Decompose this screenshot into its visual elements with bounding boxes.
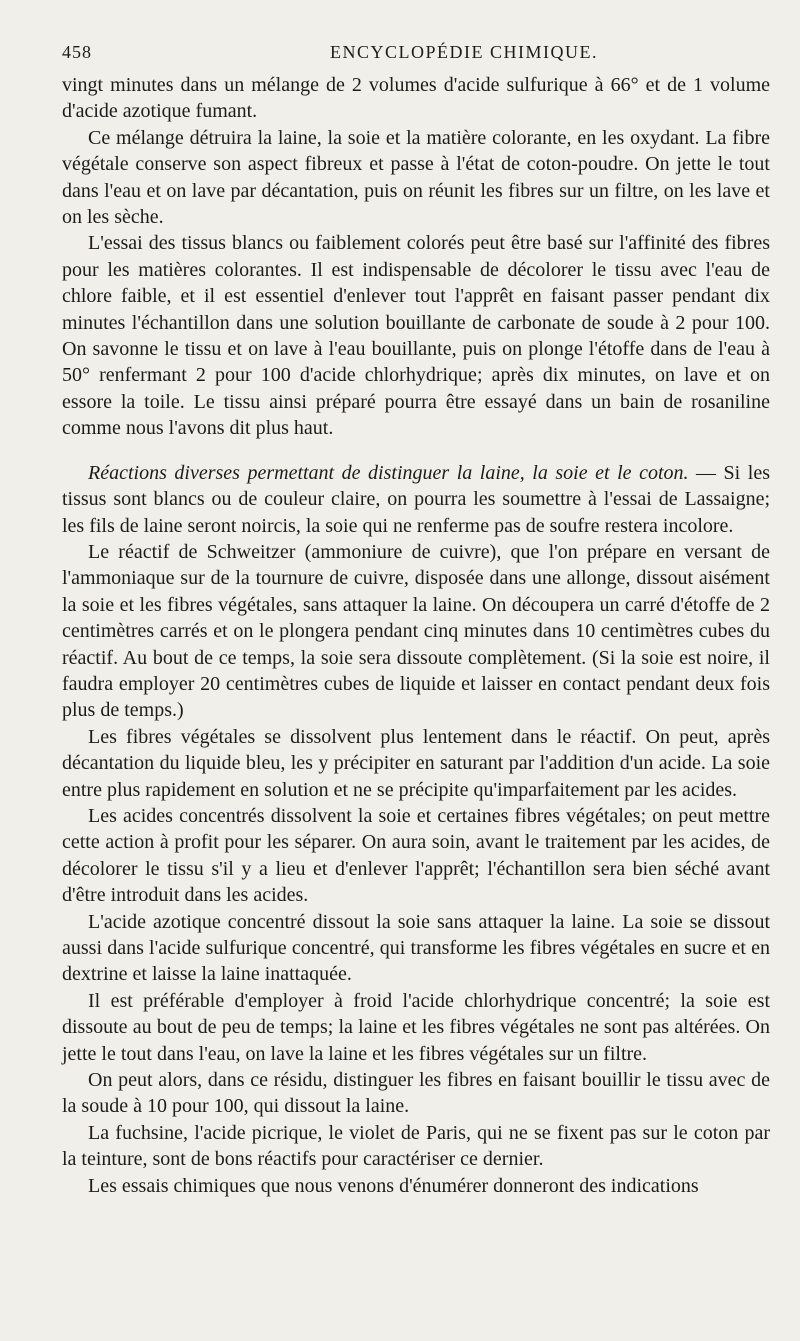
section-heading: Réactions diverses permettant de distinguer la laine, la soie et le coton. xyxy=(88,461,689,484)
section-lead-continuation: Lassaigne; les fils de laine seront noircis, la soie qui ne renferme pas de soufre restera incolore. xyxy=(62,488,770,537)
running-header xyxy=(62,38,770,64)
paragraph: Ce mélange détruira la laine, la soie et la matière colorante, en les oxydant. La fibre végétale conserve son aspect fibreux et passe à l'état de coton-poudre. On jette le tout dans l'eau et on lave par décantation, puis on réunit les fibres sur un filtre, on les lave et on les sèche. xyxy=(62,126,770,229)
page-number: 458 xyxy=(62,42,92,62)
paragraph: Les fibres végétales se dissolvent plus lentement dans le réactif. On peut, après décantation du liquide bleu, les y précipiter en saturant par l'addition d'un acide. La soie entre plus rapidement en solution et ne se précipite qu'imparfaitement par les acides. xyxy=(62,725,770,801)
section-paragraph xyxy=(62,460,770,539)
paragraph: Il est préférable d'employer à froid l'acide chlorhydrique concentré; la soie est dissoute au bout de peu de temps; la laine et les fibres végétales ne sont pas altérées. On jette le tout dans l'eau, on lave la laine et les fibres végétales sur un filtre. xyxy=(62,989,770,1065)
section-lead-text: — Si les tissus sont blancs ou de couleur claire, on pourra les soumettre à l'essai de xyxy=(62,461,770,511)
paragraph: On peut alors, dans ce résidu, distinguer les fibres en faisant bouillir le tissu avec de la soude à 10 pour 100, qui dissout la laine. xyxy=(62,1069,770,1118)
paragraph: L'acide azotique concentré dissout la soie sans attaquer la laine. La soie se dissout aussi dans l'acide sulfurique concentré, qui transforme les fibres végétales en sucre et en dextrine et laisse la laine inattaquée. xyxy=(62,910,770,986)
paragraph: vingt minutes dans un mélange de 2 volumes d'acide sulfurique à 66° et de 1 volume d'acide azotique fumant. xyxy=(62,74,770,123)
paragraph: Les acides concentrés dissolvent la soie et certaines fibres végétales; on peut mettre cette action à profit pour les séparer. On aura soin, avant le traitement par les acides, de décolorer le tissu s'il y a lieu et d'enlever l'apprêt; l'échantillon sera bien séché avant d'être introduit dans les acides. xyxy=(62,804,770,907)
paragraph: Le réactif de Schweitzer (ammoniure de cuivre), que l'on prépare en versant de l'ammoniaque sur de la tournure de cuivre, disposée dans une allonge, dissout aisément la soie et les fibres végétales, sans attaquer la laine. On découpera un carré d'étoffe de 2 centimètres carrés et on le plongera pendant cinq minutes dans 10 centimètres cubes du réactif. Au bout de ce temps, la soie sera dissoute complètement. (Si la soie est noire, il faudra employer 20 centimètres cubes de liquide et laisser en contact pendant deux fois plus de temps.) xyxy=(62,540,770,722)
paragraph: Les essais chimiques que nous venons d'énumérer donneront des indications xyxy=(88,1174,699,1197)
page-body xyxy=(62,72,770,1199)
paragraph: L'essai des tissus blancs ou faiblement colorés peut être basé sur l'affinité des fibres pour les matières colorantes. Il est indispensable de décolorer le tissu avec l'eau de chlore faible, et il est essentiel d'enlever tout l'apprêt en faisant passer pendant dix minutes l'échantillon dans une solution bouillante de carbonate de soude à 2 pour 100. On savonne le tissu et on lave à l'eau bouillante, puis on plonge l'étoffe dans de l'eau à 50° renfermant 2 pour 100 d'acide chlorhydrique; après dix minutes, on lave et on essore la toile. Le tissu ainsi préparé pourra être essayé dans un bain de rosaniline comme nous l'avons dit plus haut. xyxy=(62,232,770,440)
running-title: ENCYCLOPÉDIE CHIMIQUE. xyxy=(330,42,598,62)
paragraph: La fuchsine, l'acide picrique, le violet de Paris, qui ne se fixent pas sur le coton par la teinture, sont de bons réactifs pour caractériser ce dernier. xyxy=(62,1121,770,1171)
